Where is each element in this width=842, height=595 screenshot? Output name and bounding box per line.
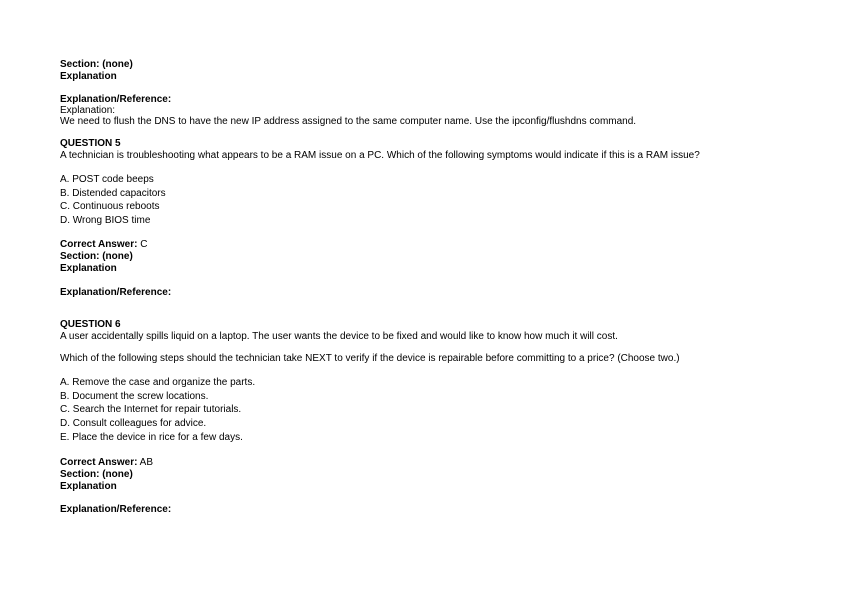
question-6-reference: Explanation/Reference: (60, 504, 172, 515)
section-label: Section: (none) (60, 59, 133, 70)
question-6-option-a: A. Remove the case and organize the parts. (60, 377, 256, 388)
correct-answer-label: Correct Answer: (60, 239, 138, 250)
question-5-reference: Explanation/Reference: (60, 287, 172, 298)
question-5-option-d: D. Wrong BIOS time (60, 215, 151, 226)
question-6-option-e: E. Place the device in rice for a few days. (60, 432, 243, 443)
question-6-title: QUESTION 6 (60, 319, 121, 330)
question-6-option-c: C. Search the Internet for repair tutorials. (60, 404, 242, 415)
question-5-section: Section: (none) (60, 251, 133, 262)
reference-subtitle: Explanation: (60, 105, 116, 116)
question-6-text-2: Which of the following steps should the technician take NEXT to verify if the device is repairable before committing to a price? (Choose two.) (60, 353, 680, 364)
question-5-option-b: B. Distended capacitors (60, 188, 166, 199)
question-6-option-d: D. Consult colleagues for advice. (60, 418, 207, 429)
question-6-explanation: Explanation (60, 481, 117, 492)
question-5-option-a: A. POST code beeps (60, 174, 154, 185)
question-5-title: QUESTION 5 (60, 138, 121, 149)
question-6-section: Section: (none) (60, 469, 133, 480)
correct-answer-value: C (137, 239, 148, 250)
question-5-text: A technician is troubleshooting what appears to be a RAM issue on a PC. Which of the following symptoms would indicate if this is a RAM issue? (60, 150, 700, 161)
question-5-correct-answer (60, 239, 147, 251)
reference-label: Explanation/Reference: (60, 94, 172, 105)
explanation-label: Explanation (60, 71, 117, 82)
reference-text: We need to flush the DNS to have the new IP address assigned to the same computer name. Use the ipconfig/flushdns command. (60, 116, 637, 127)
correct-answer-value: AB (137, 457, 154, 468)
question-6-text: A user accidentally spills liquid on a laptop. The user wants the device to be fixed and would like to know how much it will cost. (60, 331, 618, 342)
question-5-option-c: C. Continuous reboots (60, 201, 160, 212)
question-5-explanation: Explanation (60, 263, 117, 274)
question-6-correct-answer (60, 457, 153, 469)
correct-answer-label: Correct Answer: (60, 457, 138, 468)
question-6-option-b: B. Document the screw locations. (60, 391, 209, 402)
